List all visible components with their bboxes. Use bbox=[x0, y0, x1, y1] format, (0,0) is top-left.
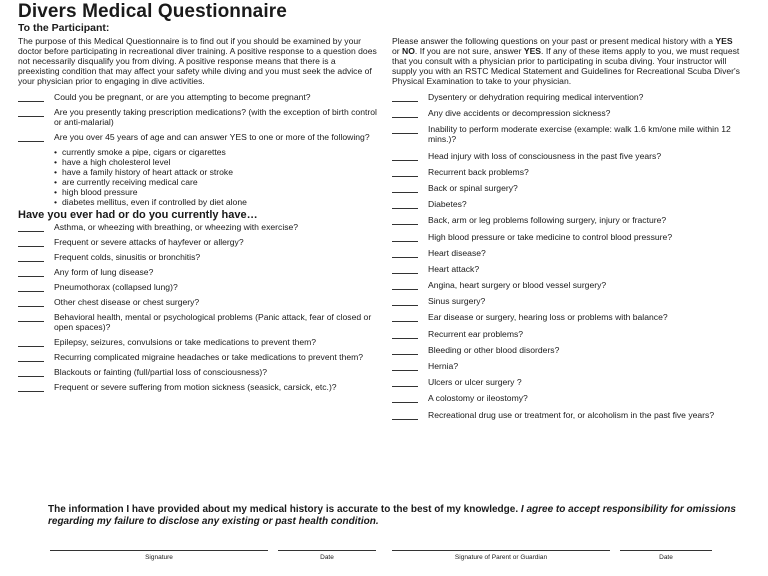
question-text: Bleeding or other blood disorders? bbox=[428, 344, 560, 355]
question-text: Frequent or severe attacks of hayfever or allergy? bbox=[54, 237, 244, 247]
question-row bbox=[18, 312, 378, 332]
guardian-signature-label: Signature of Parent or Guardian bbox=[454, 554, 548, 561]
right-intro-text-3: . If any of these items apply to you, we must request that you consult with a physician prior to participating in scuba diving. Your instructor will supply you with an RSTC Medical Statement and Guidelines for Recreational Scuba Diver's Physical Examination to take to your physician. bbox=[392, 46, 740, 86]
answer-blank[interactable] bbox=[18, 367, 44, 377]
question-row bbox=[392, 108, 742, 118]
answer-blank[interactable] bbox=[392, 151, 418, 161]
statement-bold: The information I have provided about my medical history is accurate to the best of my knowledge. bbox=[48, 504, 519, 515]
answer-blank[interactable] bbox=[18, 312, 44, 322]
question-text: Epilepsy, seizures, convulsions or take medications to prevent them? bbox=[54, 337, 317, 347]
answer-blank[interactable] bbox=[392, 124, 418, 134]
question-text: Asthma, or wheezing with breathing, or wheezing with exercise? bbox=[54, 222, 299, 232]
question-text: Any form of lung disease? bbox=[54, 267, 154, 277]
question-row bbox=[392, 377, 742, 387]
question-row bbox=[18, 267, 378, 277]
page-title: Divers Medical Questionnaire bbox=[18, 1, 287, 22]
accuracy-statement bbox=[48, 504, 748, 528]
left-questions-b bbox=[18, 222, 378, 392]
date-label: Date bbox=[320, 554, 334, 561]
question-row bbox=[392, 183, 742, 193]
question-row bbox=[392, 329, 742, 339]
age-bullet-item: • have a family history of heart attack or stroke bbox=[54, 167, 378, 177]
right-intro-yes-2: YES bbox=[523, 46, 542, 56]
question-text: Frequent colds, sinusitis or bronchitis? bbox=[54, 252, 201, 262]
question-text: Are you over 45 years of age and can answer YES to one or more of the following? bbox=[54, 132, 370, 142]
question-row bbox=[392, 312, 742, 322]
answer-blank[interactable] bbox=[18, 237, 44, 247]
question-text: Other chest disease or chest surgery? bbox=[54, 297, 200, 307]
question-text: Sinus surgery? bbox=[428, 296, 486, 307]
subtitle: To the Participant: bbox=[18, 22, 110, 34]
right-intro-text-2: . If you are not sure, answer bbox=[414, 46, 524, 56]
guardian-date-label: Date bbox=[659, 554, 673, 561]
statement-italic: I agree to accept responsibility for omissions regarding my failure to disclose any existing or past health condition. bbox=[48, 504, 736, 527]
question-text: Could you be pregnant, or are you attempting to become pregnant? bbox=[54, 92, 311, 102]
question-row bbox=[392, 199, 742, 209]
question-text: Recurrent ear problems? bbox=[428, 328, 524, 339]
answer-blank[interactable] bbox=[18, 297, 44, 307]
question-row bbox=[18, 367, 378, 377]
question-row bbox=[392, 248, 742, 258]
right-intro-no: NO bbox=[402, 46, 415, 56]
question-row bbox=[18, 352, 378, 362]
question-text: Back or spinal surgery? bbox=[428, 182, 518, 193]
answer-blank[interactable] bbox=[392, 183, 418, 193]
question-text: Are you presently taking prescription medications? (with the exception of birth control or anti-malarial) bbox=[54, 107, 377, 127]
question-text: Hernia? bbox=[428, 361, 459, 371]
answer-blank[interactable] bbox=[392, 312, 418, 322]
question-row bbox=[392, 345, 742, 355]
question-text: Inability to perform moderate exercise (example: walk 1.6 km/one mile within 12 mins.)? bbox=[428, 124, 731, 145]
answer-blank[interactable] bbox=[18, 92, 44, 102]
question-row bbox=[392, 124, 742, 144]
question-text: Angina, heart surgery or blood vessel surgery? bbox=[428, 280, 607, 291]
question-text: Ulcers or ulcer surgery ? bbox=[428, 377, 522, 388]
question-text: Recurring complicated migraine headaches or take medications to prevent them? bbox=[54, 352, 364, 362]
question-row bbox=[18, 282, 378, 292]
answer-blank[interactable] bbox=[392, 199, 418, 209]
answer-blank[interactable] bbox=[18, 282, 44, 292]
question-text: A colostomy or ileostomy? bbox=[428, 393, 528, 404]
answer-blank[interactable] bbox=[18, 267, 44, 277]
guardian-date-line[interactable] bbox=[620, 550, 712, 551]
question-text: Any dive accidents or decompression sickness? bbox=[428, 108, 611, 119]
answer-blank[interactable] bbox=[392, 410, 418, 420]
left-questions-a bbox=[18, 92, 378, 142]
age-bullet-item: • diabetes mellitus, even if controlled by diet alone bbox=[54, 197, 378, 207]
question-text: Pneumothorax (collapsed lung)? bbox=[54, 282, 178, 292]
answer-blank[interactable] bbox=[18, 337, 44, 347]
question-row bbox=[392, 296, 742, 306]
question-row bbox=[392, 215, 742, 225]
signature-label: Signature bbox=[145, 554, 173, 561]
question-row bbox=[392, 151, 742, 161]
age-bullet-list bbox=[54, 147, 378, 207]
answer-blank[interactable] bbox=[18, 132, 44, 142]
answer-blank[interactable] bbox=[18, 107, 44, 117]
question-row bbox=[18, 382, 378, 392]
answer-blank[interactable] bbox=[392, 296, 418, 306]
answer-blank[interactable] bbox=[392, 232, 418, 242]
question-row bbox=[18, 92, 378, 102]
age-bullet-item: • have a high cholesterol level bbox=[54, 157, 378, 167]
question-text: Dysentery or dehydration requiring medical intervention? bbox=[428, 92, 644, 102]
age-bullet-item: • currently smoke a pipe, cigars or cigarettes bbox=[54, 147, 378, 157]
question-row bbox=[392, 92, 742, 102]
answer-blank[interactable] bbox=[392, 377, 418, 387]
answer-blank[interactable] bbox=[392, 393, 418, 403]
answer-blank[interactable] bbox=[392, 248, 418, 258]
left-intro: The purpose of this Medical Questionnaire is to find out if you should be examined by your doctor before participating in recreational diver training. A positive response to a question does not necessarily disqualify you from diving. A positive response means that there is a preexisting condition that may affect your safety while diving and you must seek the advice of your physician prior to engaging in dive activities. bbox=[18, 36, 377, 86]
right-intro-text: Please answer the following questions on your past or present medical history with a bbox=[392, 36, 716, 46]
question-row bbox=[392, 280, 742, 290]
section-heading: Have you ever had or do you currently have… bbox=[18, 209, 258, 221]
answer-blank[interactable] bbox=[392, 329, 418, 339]
right-questions bbox=[392, 92, 742, 420]
question-row bbox=[392, 361, 742, 371]
age-bullet-item: • high blood pressure bbox=[54, 187, 378, 197]
question-row bbox=[392, 410, 742, 420]
question-text: Ear disease or surgery, hearing loss or problems with balance? bbox=[428, 312, 668, 323]
question-row bbox=[18, 252, 378, 262]
age-bullet-item: • are currently receiving medical care bbox=[54, 177, 378, 187]
question-text: Behavioral health, mental or psychological problems (Panic attack, fear of closed or open spaces)? bbox=[54, 312, 372, 332]
date-line[interactable] bbox=[278, 550, 376, 551]
question-text: Frequent or severe suffering from motion sickness (seasick, carsick, etc.)? bbox=[54, 382, 337, 392]
right-intro-yes: YES bbox=[715, 36, 733, 46]
question-row bbox=[392, 167, 742, 177]
question-row bbox=[392, 232, 742, 242]
question-row bbox=[392, 264, 742, 274]
question-text: Recreational drug use or treatment for, or alcoholism in the past five years? bbox=[428, 409, 715, 420]
answer-blank[interactable] bbox=[392, 92, 418, 102]
answer-blank[interactable] bbox=[392, 345, 418, 355]
left-column bbox=[18, 36, 378, 397]
answer-blank[interactable] bbox=[392, 264, 418, 274]
question-row bbox=[18, 107, 378, 127]
signature-line[interactable] bbox=[50, 550, 268, 551]
question-text: High blood pressure or take medicine to control blood pressure? bbox=[428, 231, 673, 242]
right-column bbox=[392, 36, 742, 426]
answer-blank[interactable] bbox=[392, 280, 418, 290]
answer-blank[interactable] bbox=[392, 108, 418, 118]
question-text: Back, arm or leg problems following surgery, injury or fracture? bbox=[428, 215, 667, 226]
question-text: Heart disease? bbox=[428, 247, 486, 258]
answer-blank[interactable] bbox=[18, 352, 44, 362]
answer-blank[interactable] bbox=[18, 382, 44, 392]
question-text: Recurrent back problems? bbox=[428, 166, 529, 177]
question-text: Blackouts or fainting (full/partial loss of consciousness)? bbox=[54, 367, 268, 377]
right-intro bbox=[392, 36, 742, 86]
guardian-signature-line[interactable] bbox=[392, 550, 610, 551]
question-text: Head injury with loss of consciousness in the past five years? bbox=[428, 150, 662, 161]
right-intro-or: or bbox=[392, 46, 403, 56]
answer-blank[interactable] bbox=[392, 215, 418, 225]
question-row bbox=[18, 337, 378, 347]
answer-blank[interactable] bbox=[18, 222, 44, 232]
answer-blank[interactable] bbox=[392, 167, 418, 177]
answer-blank[interactable] bbox=[18, 252, 44, 262]
question-row bbox=[18, 222, 378, 232]
question-row bbox=[18, 132, 378, 142]
answer-blank[interactable] bbox=[392, 361, 418, 371]
question-text: Heart attack? bbox=[428, 263, 480, 274]
question-row bbox=[18, 297, 378, 307]
question-row bbox=[18, 237, 378, 247]
question-row bbox=[392, 393, 742, 403]
question-text: Diabetes? bbox=[428, 199, 467, 210]
